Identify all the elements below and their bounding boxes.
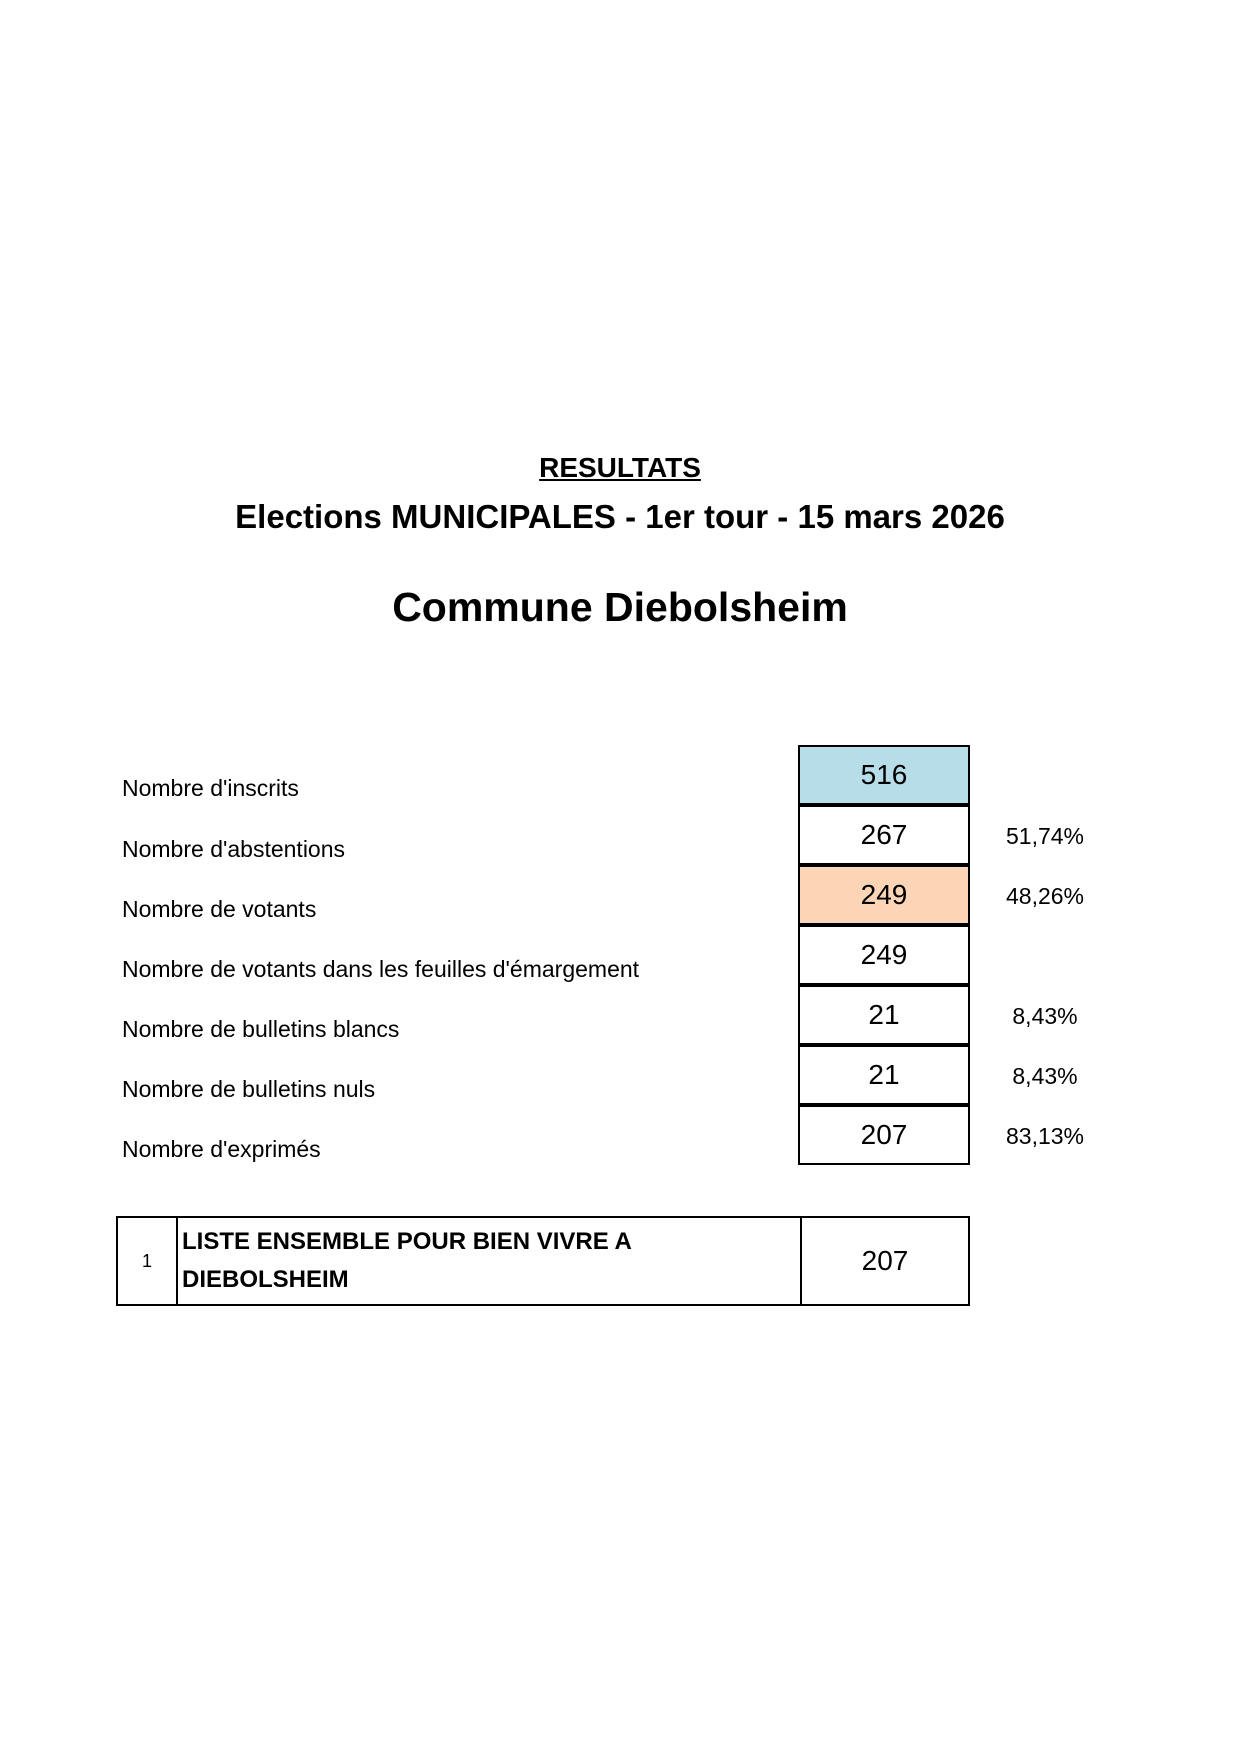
stat-pct-blancs: 8,43% bbox=[1012, 1003, 1078, 1029]
stat-label-inscrits: Nombre d'inscrits bbox=[122, 775, 299, 801]
stat-value-exprimes: 207 bbox=[798, 1105, 970, 1165]
results-label: RESULTATS bbox=[539, 452, 701, 483]
candidate-lists-table bbox=[116, 1216, 970, 1306]
stat-value-abstentions: 267 bbox=[798, 805, 970, 865]
table-row bbox=[117, 1217, 969, 1305]
stat-label-abstentions: Nombre d'abstentions bbox=[122, 836, 346, 862]
stat-pct-nuls: 8,43% bbox=[1012, 1063, 1078, 1089]
stat-pct-exprimes: 83,13% bbox=[1005, 1123, 1084, 1149]
stat-value-nuls: 21 bbox=[798, 1045, 970, 1105]
commune-title: Commune Diebolsheim bbox=[392, 584, 848, 630]
stat-pct-abstentions: 51,74% bbox=[1005, 823, 1084, 849]
list-name: LISTE ENSEMBLE POUR BIEN VIVRE A DIEBOLSHEIM bbox=[177, 1217, 801, 1305]
stat-label-nuls: Nombre de bulletins nuls bbox=[122, 1076, 376, 1102]
stat-value-votants-emargement: 249 bbox=[798, 925, 970, 985]
stat-label-exprimes: Nombre d'exprimés bbox=[122, 1136, 321, 1162]
stat-label-votants-emargement: Nombre de votants dans les feuilles d'émargement bbox=[122, 956, 640, 982]
stat-label-blancs: Nombre de bulletins blancs bbox=[122, 1016, 400, 1042]
list-number: 1 bbox=[117, 1217, 177, 1305]
election-title: Elections MUNICIPALES - 1er tour - 15 mars 2026 bbox=[235, 498, 1005, 535]
stat-label-votants: Nombre de votants bbox=[122, 896, 317, 922]
stat-value-votants: 249 bbox=[798, 865, 970, 925]
list-votes: 207 bbox=[801, 1217, 969, 1305]
stat-value-inscrits: 516 bbox=[798, 745, 970, 805]
stat-value-blancs: 21 bbox=[798, 985, 970, 1045]
stat-pct-votants: 48,26% bbox=[1005, 883, 1084, 909]
